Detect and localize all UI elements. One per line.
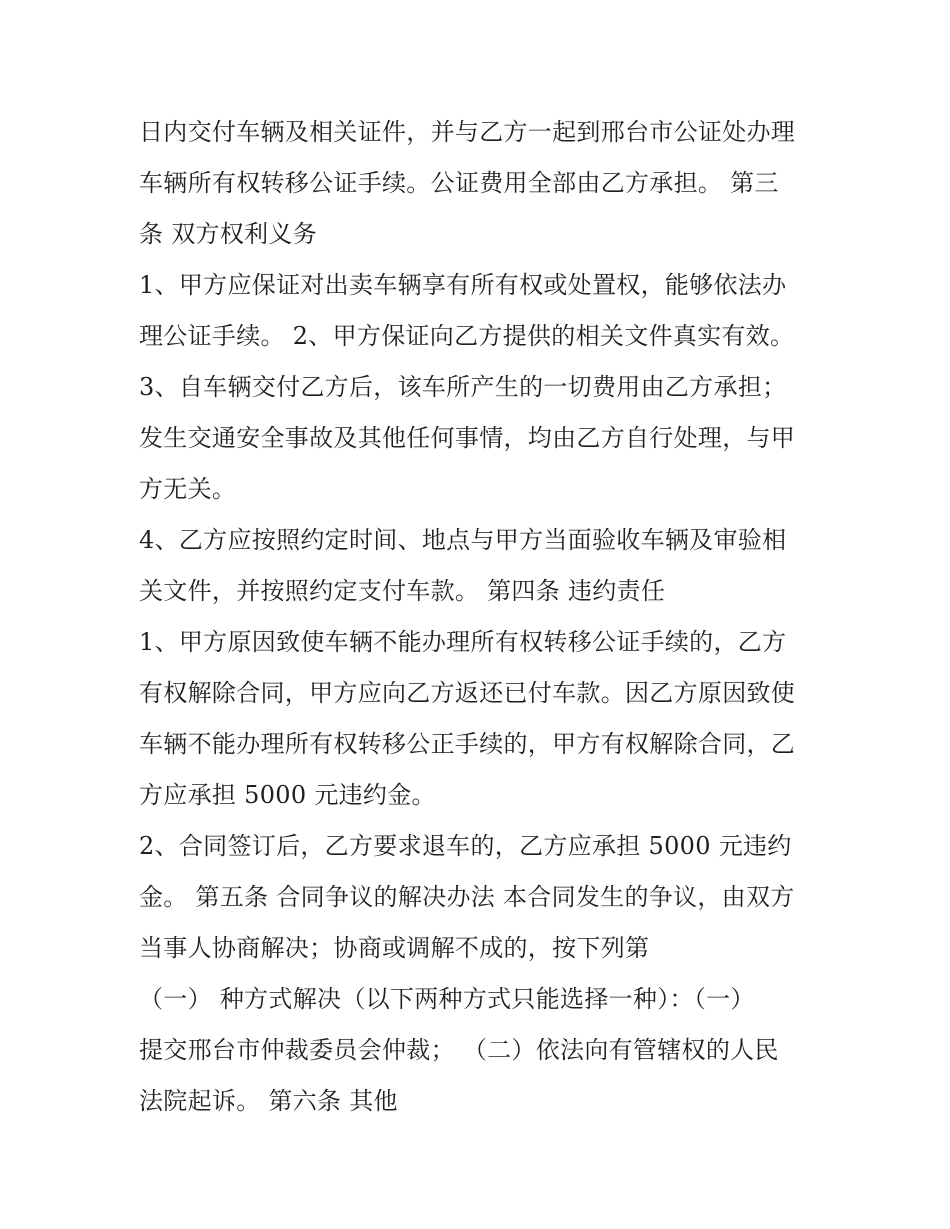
text-line-16: 金。 第五条 合同争议的解决办法 本合同发生的争议，由双方	[139, 883, 795, 911]
text-line-15: 2、合同签订后，乙方要求退车的，乙方应承担 5000 元违约	[139, 832, 792, 860]
text-line-1: 日内交付车辆及相关证件，并与乙方一起到邢台市公证处办理	[139, 118, 796, 146]
text-line-2: 车辆所有权转移公证手续。公证费用全部由乙方承担。 第三	[139, 169, 779, 197]
text-line-11: 1、甲方原因致使车辆不能办理所有权转移公证手续的，乙方	[139, 628, 787, 656]
text-line-9: 4、乙方应按照约定时间、地点与甲方当面验收车辆及审验相	[139, 526, 787, 554]
text-line-4: 1、甲方应保证对出卖车辆享有所有权或处置权，能够依法办	[139, 271, 787, 299]
text-line-8: 方无关。	[139, 475, 237, 503]
text-line-20: 法院起诉。 第六条 其他	[139, 1087, 398, 1115]
text-line-7: 发生交通安全事故及其他任何事情，均由乙方自行处理，与甲	[139, 424, 796, 452]
text-line-12: 有权解除合同，甲方应向乙方返还已付车款。因乙方原因致使	[139, 679, 796, 707]
text-line-13: 车辆不能办理所有权转移公正手续的，甲方有权解除合同，乙	[139, 730, 796, 758]
text-line-10: 关文件，并按照约定支付车款。 第四条 违约责任	[139, 577, 666, 605]
text-line-5: 理公证手续。 2、甲方保证向乙方提供的相关文件真实有效。	[139, 322, 795, 350]
text-line-14: 方应承担 5000 元违约金。	[139, 781, 436, 809]
text-line-19: 提交邢台市仲裁委员会仲裁； （二）依法向有管辖权的人民	[139, 1036, 779, 1064]
text-line-6: 3、自车辆交付乙方后，该车所产生的一切费用由乙方承担；	[139, 373, 787, 401]
text-line-17: 当事人协商解决；协商或调解不成的，按下列第	[139, 934, 650, 962]
text-line-18: （一） 种方式解决（以下两种方式只能选择一种）：（一）	[139, 985, 755, 1013]
text-line-3: 条 双方权利义务	[139, 220, 318, 248]
contract-body-text	[139, 107, 829, 1127]
